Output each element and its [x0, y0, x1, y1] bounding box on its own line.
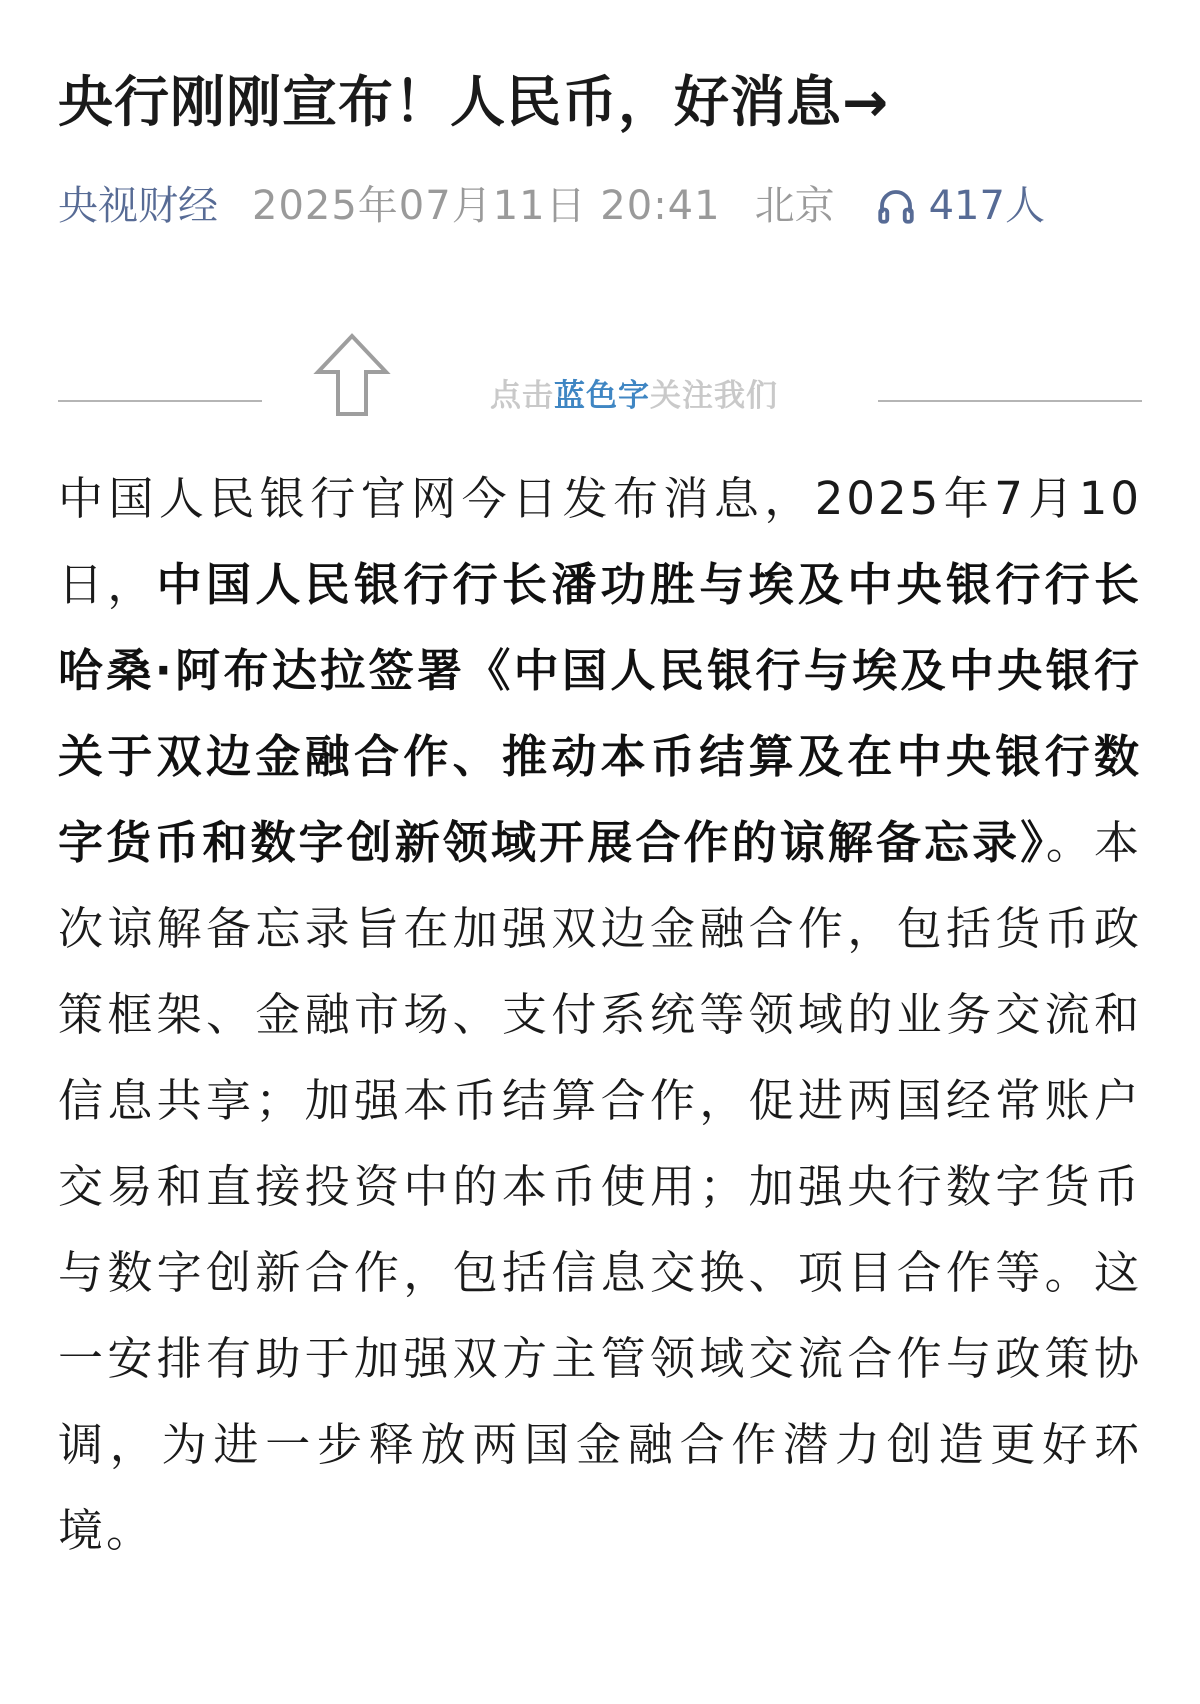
publish-date: 2025年07月11日 20:41 [252, 183, 721, 229]
body-rest: 。本次谅解备忘录旨在加强双边金融合作，包括货币政策框架、金融市场、支付系统等领域的业务交流和信息共享；加强本币结算合作，促进两国经常账户交易和直接投资中的本币使用；加强央行数字货币与数字创新合作，包括信息交换、项目合作等。这一安排有助于加强双方主管领域交流合作与政策协调，为进一步释放两国金融合作潜力创造更好环境。 [58, 816, 1142, 1557]
follow-us-text[interactable] [490, 372, 778, 420]
divider-left [58, 400, 262, 402]
body-bold-highlight: 中国人民银行行长潘功胜与埃及中央银行行长哈桑·阿布达拉签署《中国人民银行与埃及中央银行关于双边金融合作、推动本币结算及在中央银行数字货币和数字创新领域开展合作的谅解备忘录》 [58, 558, 1142, 869]
article-title: 央行刚刚宣布！人民币，好消息→ [58, 70, 890, 134]
headphones-icon [875, 185, 917, 227]
divider-right [878, 400, 1142, 402]
follow-text-suffix: 关注我们 [650, 378, 778, 414]
listen-button[interactable] [875, 176, 1045, 236]
publish-location: 北京 [754, 183, 835, 229]
source-link[interactable]: 央视财经 [58, 183, 218, 229]
follow-banner[interactable] [58, 332, 1142, 436]
body-intro: 中国人民银行官网今日发布消息，2025年7月10日， [58, 472, 1142, 611]
listen-count: 417人 [928, 183, 1045, 229]
follow-text-highlight: 蓝色字 [554, 378, 650, 414]
article-meta [58, 176, 1142, 236]
up-arrow-icon [312, 332, 392, 420]
article-body [58, 456, 1142, 1574]
follow-text-prefix: 点击 [490, 378, 554, 414]
